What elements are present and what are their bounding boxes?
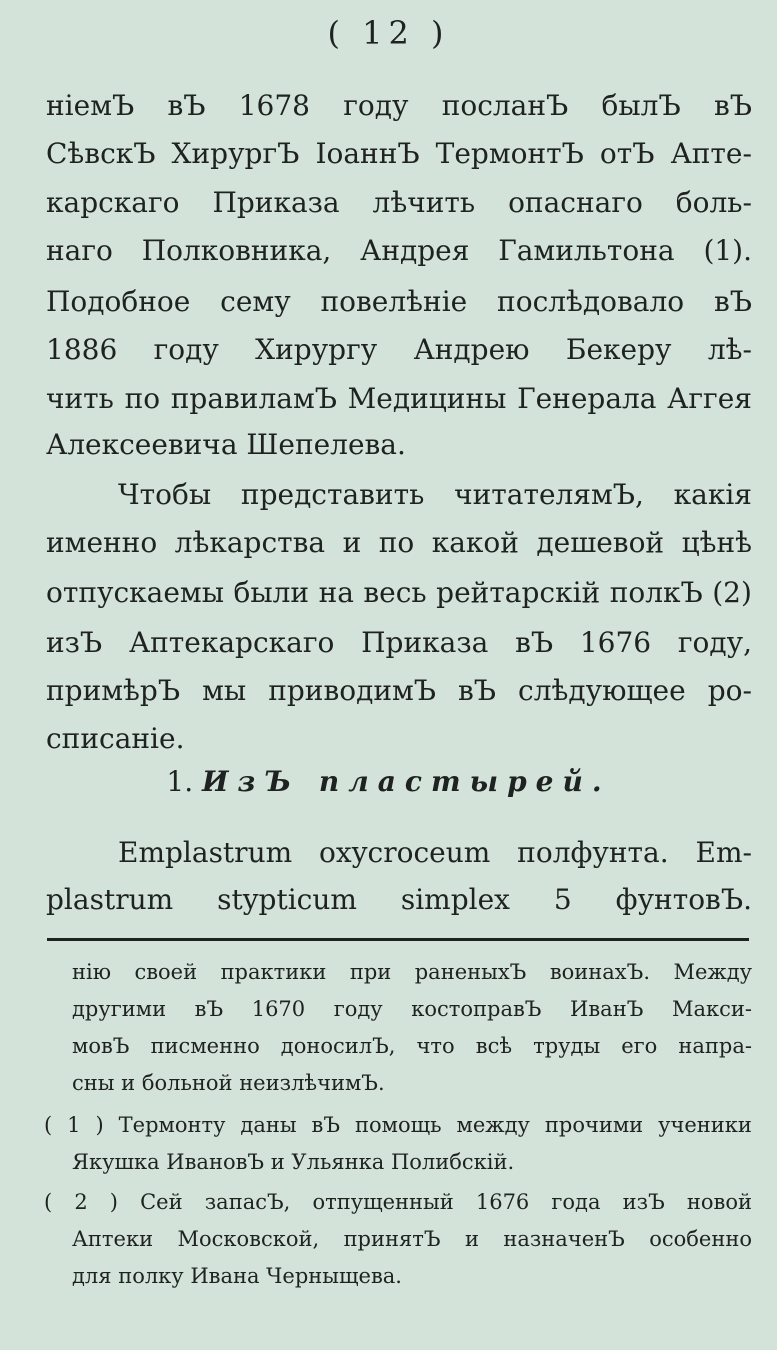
footnote-1-line-1: ( 1 ) Термонту даны вЪ помощь между прочими ученики: [44, 1113, 752, 1137]
footnote-line-3: мовЪ писменно доносилЪ, что всѣ труды его напра-: [72, 1034, 752, 1058]
section-heading: [0, 762, 777, 802]
body-line-12: изЪ Аптекарскаго Приказа вЪ 1676 году,: [46, 626, 752, 659]
footnote-2-line-3: для полку Ивана Черныщева.: [72, 1264, 402, 1288]
footnote-line-1: нію своей практики при раненыхЪ воинахЪ. Между: [72, 960, 752, 984]
body-line-3: карскаго Приказа лѣчить опаснаго боль-: [46, 186, 752, 219]
body-line-1: ніемЪ вЪ 1678 году посланЪ былЪ вЪ: [46, 89, 752, 122]
body-line-11: отпускаемы были на весь рейтарскій полкЪ (2): [46, 576, 752, 609]
body-line-9: Чтобы представить читателямЪ, какія: [118, 478, 752, 511]
footnote-line-4: сны и больной неизлѣчимЪ.: [72, 1071, 385, 1095]
body-line-2: СѣвскЪ ХирургЪ ІоаннЪ ТермонтЪ отЪ Апте-: [46, 137, 752, 170]
body-line-5: Подобное сему повелѣніе послѣдовало вЪ: [46, 285, 752, 318]
body-line-6: 1886 году Хирургу Андрею Бекеру лѣ-: [46, 333, 752, 366]
body-line-8: Алексеевича Шепелева.: [46, 428, 406, 461]
latin-line-2: plastrum stypticum simplex 5 фунтовЪ.: [46, 883, 752, 916]
latin-line-1: Emplastrum oxycroceum полфунта. Em-: [118, 836, 752, 869]
page-number: ( 12 ): [327, 14, 450, 52]
footnote-2-line-2: Аптеки Московской, принятЪ и назначенЪ особенно: [72, 1227, 752, 1251]
footnote-2-line-1: ( 2 ) Сей запасЪ, отпущенный 1676 года изЪ новой: [44, 1190, 752, 1214]
body-line-13: примѣрЪ мы приводимЪ вЪ слѣдующее ро-: [46, 674, 752, 707]
footnote-1-line-2: Якушка ИвановЪ и Ульянка Полибскій.: [72, 1150, 515, 1174]
footnote-rule: [47, 938, 749, 941]
footnote-line-2: другими вЪ 1670 году костоправЪ ИванЪ Макси-: [72, 997, 752, 1021]
body-line-4: наго Полковника, Андрея Гамильтона (1).: [46, 234, 752, 267]
body-line-7: чить по правиламЪ Медицины Генерала Аггея: [46, 382, 752, 415]
section-number: 1.: [166, 765, 194, 798]
section-title: ИзЪ пластырей.: [202, 765, 611, 798]
body-line-14: списаніе.: [46, 722, 185, 755]
body-line-10: именно лѣкарства и по какой дешевой цѣнѣ: [46, 526, 752, 559]
